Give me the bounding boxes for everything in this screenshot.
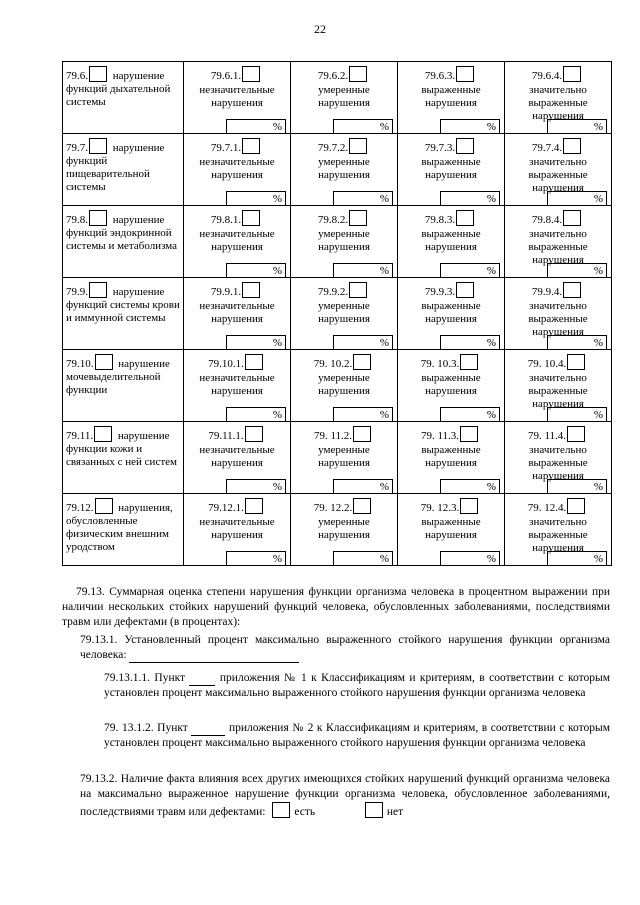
severity-cell	[184, 494, 291, 566]
percent-sign: %	[486, 409, 496, 421]
severity-label: умеренные нарушения	[318, 300, 370, 325]
severity-label: выраженные нарушения	[421, 516, 481, 541]
severity-checkbox[interactable]	[353, 354, 371, 370]
severity-cell	[184, 134, 291, 206]
severity-code: 79.8.2.	[317, 214, 349, 226]
severity-checkbox[interactable]	[563, 210, 581, 226]
row-checkbox[interactable]	[89, 138, 107, 154]
severity-cell	[398, 422, 505, 494]
percent-field[interactable]	[333, 119, 393, 133]
row-checkbox[interactable]	[89, 282, 107, 298]
percent-sign: %	[486, 121, 496, 133]
severity-code: 79.9.3.	[424, 286, 456, 298]
severity-code: 79.6.1.	[210, 70, 242, 82]
severity-cell	[505, 350, 612, 422]
row-label: нарушения, обусловленные физическим внешним уродством	[66, 502, 173, 553]
row-code: 79.11.	[66, 430, 94, 442]
severity-label: умеренные нарушения	[318, 516, 370, 541]
percent-field[interactable]	[440, 407, 500, 421]
row-code: 79.9.	[66, 286, 88, 298]
severity-cell	[398, 134, 505, 206]
severity-code: 79. 10.4.	[527, 358, 567, 370]
severity-cell	[398, 494, 505, 566]
row-code: 79.8.	[66, 214, 88, 226]
severity-cell	[291, 134, 398, 206]
percent-sign: %	[593, 265, 603, 277]
percent-field[interactable]	[226, 335, 286, 349]
page-number: 22	[314, 22, 326, 36]
severity-code: 79. 11.4.	[527, 430, 567, 442]
severity-code: 79.9.2.	[317, 286, 349, 298]
appendix2-item-field[interactable]	[191, 723, 225, 736]
percent-field[interactable]	[226, 551, 286, 565]
severity-label: значительно выраженные нарушения	[528, 516, 588, 554]
row-label-cell	[63, 134, 184, 206]
severity-checkbox[interactable]	[456, 138, 474, 154]
percent-sign: %	[486, 265, 496, 277]
percent-sign: %	[593, 193, 603, 205]
severity-label: умеренные нарушения	[318, 84, 370, 109]
row-checkbox[interactable]	[94, 426, 112, 442]
percent-field[interactable]	[547, 407, 607, 421]
row-checkbox[interactable]	[95, 354, 113, 370]
percent-sign: %	[593, 553, 603, 565]
severity-label: незначительные нарушения	[199, 372, 275, 397]
severity-code: 79.9.1.	[210, 286, 242, 298]
percent-field[interactable]	[547, 335, 607, 349]
percent-field[interactable]	[547, 263, 607, 277]
severity-label: незначительные нарушения	[199, 156, 275, 181]
severity-cell	[184, 422, 291, 494]
paragraph-79-13-1-1-rest: приложения № 1 к Классификациям и критериям, в соответствии с которым установлен процент максимально выраженного стойкого нарушения функции организма человека	[104, 672, 611, 699]
percent-field[interactable]	[440, 335, 500, 349]
severity-label: значительно выраженные нарушения	[528, 372, 588, 410]
paragraph-79-13-1-1-lead: 79.13.1.1. Пункт	[104, 672, 186, 684]
severity-checkbox[interactable]	[349, 210, 367, 226]
percent-sign: %	[272, 553, 282, 565]
row-checkbox[interactable]	[89, 210, 107, 226]
percent-field[interactable]	[440, 191, 500, 205]
paragraph-79-13-1-2	[62, 721, 610, 751]
row-label: нарушение функции кожи и связанных с ней систем	[66, 430, 177, 468]
severity-checkbox[interactable]	[349, 66, 367, 82]
table-row	[63, 350, 612, 422]
percent-sign: %	[272, 481, 282, 493]
yes-label: есть	[294, 806, 316, 818]
paragraph-79-13-2-text: 79.13.2. Наличие факта влияния всех других имеющихся стойких нарушений функций организма человека на максимально выраженное нарушение функции организма человека, обусловленное заболеваниями, последствиями травм или дефектами:	[80, 773, 610, 818]
severity-cell	[291, 422, 398, 494]
row-label-cell	[63, 278, 184, 350]
disorders-table	[62, 61, 612, 566]
severity-cell	[291, 494, 398, 566]
severity-checkbox[interactable]	[242, 138, 260, 154]
percent-field[interactable]	[333, 407, 393, 421]
severity-checkbox[interactable]	[349, 138, 367, 154]
row-code: 79.12.	[66, 502, 94, 514]
percent-sign: %	[379, 121, 389, 133]
row-code: 79.7.	[66, 142, 88, 154]
severity-code: 79. 10.2.	[313, 358, 353, 370]
severity-cell	[291, 350, 398, 422]
percent-sign: %	[379, 481, 389, 493]
row-code: 79.6.	[66, 70, 88, 82]
severity-cell	[184, 62, 291, 134]
appendix1-item-field[interactable]	[189, 673, 215, 686]
severity-code: 79.11.1.	[208, 430, 244, 442]
severity-cell	[398, 278, 505, 350]
percent-sign: %	[486, 553, 496, 565]
table-row	[63, 206, 612, 278]
severity-checkbox[interactable]	[563, 138, 581, 154]
paragraph-79-13-1-2-lead: 79. 13.1.2. Пункт	[104, 722, 188, 734]
severity-checkbox[interactable]	[456, 66, 474, 82]
no-label: нет	[386, 806, 404, 818]
severity-label: умеренные нарушения	[318, 228, 370, 253]
percent-field[interactable]	[333, 263, 393, 277]
percent-sign: %	[486, 481, 496, 493]
row-label: нарушение функций системы крови и иммунной системы	[66, 286, 180, 324]
severity-checkbox[interactable]	[567, 498, 585, 514]
percent-field[interactable]	[547, 551, 607, 565]
percent-field[interactable]	[547, 479, 607, 493]
severity-code: 79.9.4.	[531, 286, 563, 298]
percent-field[interactable]	[440, 263, 500, 277]
severity-checkbox[interactable]	[242, 66, 260, 82]
row-label: нарушение мочевыделительной функции	[66, 358, 170, 396]
percent-field[interactable]	[226, 263, 286, 277]
row-code: 79.10.	[66, 358, 94, 370]
percent-field[interactable]	[333, 479, 393, 493]
percent-field[interactable]	[440, 551, 500, 565]
severity-checkbox[interactable]	[563, 66, 581, 82]
no-checkbox[interactable]	[365, 802, 383, 818]
severity-label: значительно выраженные нарушения	[528, 228, 588, 266]
row-label: нарушение функций дыхательной системы	[66, 70, 171, 108]
severity-label: незначительные нарушения	[199, 228, 275, 253]
severity-label: значительно выраженные нарушения	[528, 300, 588, 338]
row-checkbox[interactable]	[95, 498, 113, 514]
percent-sign: %	[379, 553, 389, 565]
percent-field[interactable]	[333, 551, 393, 565]
severity-checkbox[interactable]	[242, 282, 260, 298]
table-row	[63, 494, 612, 566]
severity-label: значительно выраженные нарушения	[528, 156, 588, 194]
severity-label: незначительные нарушения	[199, 444, 275, 469]
severity-code: 79.8.4.	[531, 214, 563, 226]
percent-field[interactable]	[226, 407, 286, 421]
severity-label: выраженные нарушения	[421, 84, 481, 109]
severity-cell	[505, 134, 612, 206]
severity-label: выраженные нарушения	[421, 228, 481, 253]
severity-checkbox[interactable]	[242, 210, 260, 226]
severity-cell	[184, 350, 291, 422]
severity-cell	[505, 422, 612, 494]
percent-sign: %	[272, 409, 282, 421]
percent-field[interactable]	[226, 119, 286, 133]
severity-label: выраженные нарушения	[421, 156, 481, 181]
severity-cell	[398, 62, 505, 134]
row-label-cell	[63, 62, 184, 134]
severity-cell	[398, 350, 505, 422]
severity-cell	[184, 278, 291, 350]
severity-label: выраженные нарушения	[421, 372, 481, 397]
severity-cell	[505, 278, 612, 350]
severity-checkbox[interactable]	[353, 426, 371, 442]
yes-checkbox[interactable]	[272, 802, 290, 818]
severity-code: 79.8.3.	[424, 214, 456, 226]
percent-sign: %	[379, 409, 389, 421]
paragraph-79-13-1-1	[62, 671, 610, 701]
severity-label: значительно выраженные нарушения	[528, 444, 588, 482]
percent-sign: %	[379, 265, 389, 277]
percent-field[interactable]	[440, 479, 500, 493]
severity-checkbox[interactable]	[563, 282, 581, 298]
severity-label: умеренные нарушения	[318, 372, 370, 397]
percent-field[interactable]	[333, 191, 393, 205]
percent-field[interactable]	[226, 191, 286, 205]
severity-label: значительно выраженные нарушения	[528, 84, 588, 122]
paragraph-79-13-1-2-rest: приложения № 2 к Классификациям и критериям, в соответствии с которым установлен процент максимально выраженного стойкого нарушения функции организма человека	[104, 722, 611, 749]
percent-sign: %	[272, 265, 282, 277]
severity-checkbox[interactable]	[245, 498, 263, 514]
row-label-cell	[63, 422, 184, 494]
max-percent-field[interactable]	[129, 650, 299, 663]
severity-code: 79. 12.3.	[420, 502, 460, 514]
percent-sign: %	[379, 193, 389, 205]
severity-label: умеренные нарушения	[318, 156, 370, 181]
severity-checkbox[interactable]	[460, 498, 478, 514]
percent-field[interactable]	[547, 119, 607, 133]
percent-sign: %	[272, 337, 282, 349]
severity-checkbox[interactable]	[456, 282, 474, 298]
row-checkbox[interactable]	[89, 66, 107, 82]
paragraph-79-13: 79.13. Суммарная оценка степени нарушения функции организма человека в процентном выражении при наличии нескольких стойких нарушений функций человека, обусловленных заболеваниями, последствиями травм или дефектами (в процентах):	[62, 586, 610, 628]
severity-code: 79.7.2.	[317, 142, 349, 154]
severity-checkbox[interactable]	[349, 282, 367, 298]
percent-field[interactable]	[226, 479, 286, 493]
severity-code: 79.6.4.	[531, 70, 563, 82]
severity-cell	[505, 206, 612, 278]
severity-label: выраженные нарушения	[421, 300, 481, 325]
table-row	[63, 134, 612, 206]
severity-checkbox[interactable]	[460, 426, 478, 442]
percent-sign: %	[486, 337, 496, 349]
severity-code: 79. 11.2.	[313, 430, 353, 442]
severity-code: 79.7.4.	[531, 142, 563, 154]
severity-code: 79.6.2.	[317, 70, 349, 82]
severity-cell	[505, 62, 612, 134]
paragraph-79-13-1-text: 79.13.1. Установленный процент максимально выраженного стойкого нарушения функции организма человека:	[80, 634, 610, 661]
row-label: нарушение функций пищеварительной системы	[66, 142, 165, 193]
severity-checkbox[interactable]	[456, 210, 474, 226]
row-label: нарушение функций эндокринной системы и метаболизма	[66, 214, 178, 252]
severity-code: 79. 12.2.	[313, 502, 353, 514]
severity-code: 79.7.1.	[210, 142, 242, 154]
severity-code: 79.10.1.	[208, 358, 244, 370]
severity-label: выраженные нарушения	[421, 444, 481, 469]
severity-code: 79.6.3.	[424, 70, 456, 82]
percent-field[interactable]	[440, 119, 500, 133]
percent-sign: %	[272, 193, 282, 205]
severity-code: 79. 11.3.	[420, 430, 460, 442]
severity-checkbox[interactable]	[245, 426, 263, 442]
severity-code: 79.12.1.	[208, 502, 244, 514]
row-label-cell	[63, 206, 184, 278]
severity-label: незначительные нарушения	[199, 300, 275, 325]
severity-cell	[291, 206, 398, 278]
severity-label: умеренные нарушения	[318, 444, 370, 469]
percent-sign: %	[593, 409, 603, 421]
severity-checkbox[interactable]	[460, 354, 478, 370]
severity-cell	[184, 206, 291, 278]
percent-sign: %	[593, 121, 603, 133]
severity-checkbox[interactable]	[353, 498, 371, 514]
severity-code: 79.8.1.	[210, 214, 242, 226]
table-row	[63, 278, 612, 350]
row-label-cell	[63, 350, 184, 422]
severity-checkbox[interactable]	[567, 354, 585, 370]
row-label-cell	[63, 494, 184, 566]
table-row	[63, 62, 612, 134]
severity-cell	[505, 494, 612, 566]
percent-field[interactable]	[547, 191, 607, 205]
percent-sign: %	[593, 337, 603, 349]
severity-checkbox[interactable]	[245, 354, 263, 370]
percent-sign: %	[272, 121, 282, 133]
severity-cell	[291, 62, 398, 134]
severity-code: 79. 12.4.	[527, 502, 567, 514]
percent-sign: %	[593, 481, 603, 493]
percent-sign: %	[379, 337, 389, 349]
severity-code: 79.7.3.	[424, 142, 456, 154]
paragraph-79-13-2	[62, 772, 610, 820]
percent-sign: %	[486, 193, 496, 205]
severity-checkbox[interactable]	[567, 426, 585, 442]
severity-cell	[398, 206, 505, 278]
table-row	[63, 422, 612, 494]
paragraph-79-13-1	[62, 633, 610, 663]
severity-cell	[291, 278, 398, 350]
percent-field[interactable]	[333, 335, 393, 349]
severity-label: незначительные нарушения	[199, 516, 275, 541]
severity-code: 79. 10.3.	[420, 358, 460, 370]
severity-label: незначительные нарушения	[199, 84, 275, 109]
